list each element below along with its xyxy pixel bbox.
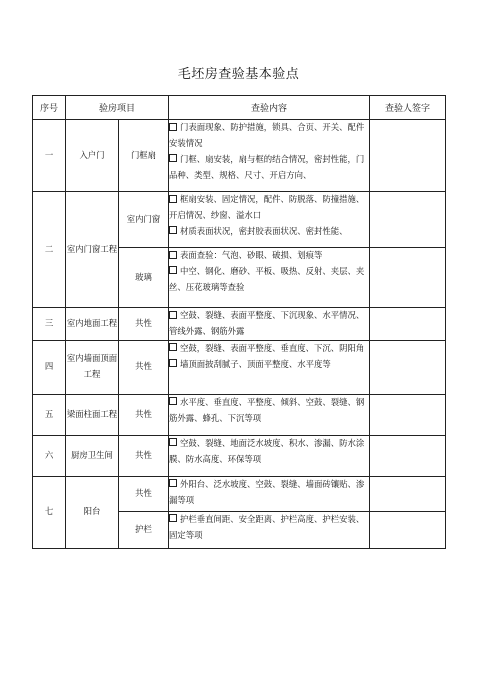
signature-cell[interactable] xyxy=(370,120,446,192)
signature-cell[interactable] xyxy=(370,248,446,308)
signature-cell[interactable] xyxy=(370,308,446,341)
sub-item-label: 门框扇 xyxy=(119,120,169,192)
sub-item-label: 玻璃 xyxy=(119,248,169,308)
checkbox-icon[interactable] xyxy=(169,479,177,487)
header-row xyxy=(33,96,446,120)
row-number: 五 xyxy=(33,394,66,435)
checkbox-icon[interactable] xyxy=(169,266,177,274)
check-item-text: 中空、钢化、磨砂、平板、吸热、反射、夹层、夹丝、压花玻璃等查验 xyxy=(169,265,365,292)
project-name: 厨房卫生间 xyxy=(66,435,119,476)
project-name: 室内地面工程 xyxy=(66,308,119,341)
check-item-text: 表面查验：气泡、砂眼、破损、划痕等 xyxy=(180,250,323,260)
check-item xyxy=(169,395,369,427)
check-item-text: 空鼓、裂缝、表面平整度、下沉现象、水平情况、管线外露、钢筋外露 xyxy=(169,310,365,336)
check-item xyxy=(169,248,369,264)
check-item-text: 护栏垂直间距、安全距离、护栏高度、护栏安装、固定等项 xyxy=(169,513,365,540)
check-item xyxy=(169,264,369,296)
inspection-table xyxy=(32,95,446,549)
project-name: 入户门 xyxy=(66,120,119,192)
check-item xyxy=(169,152,369,184)
check-item-text: 空鼓，裂缝、表面平整度、垂直度、下沉、阴阳角 xyxy=(180,342,365,353)
check-item xyxy=(169,512,369,544)
check-item xyxy=(169,224,369,240)
project-name: 室内墙面顶面工程 xyxy=(66,340,119,394)
sub-item-label: 共性 xyxy=(119,435,169,476)
header-item: 验房项目 xyxy=(66,96,169,120)
signature-cell[interactable] xyxy=(370,192,446,248)
checkbox-icon[interactable] xyxy=(169,359,177,367)
check-item-text: 外阳台、泛水坡度、空鼓、裂缝、墙面砖镶贴、渗漏等项 xyxy=(169,478,365,505)
table-row xyxy=(33,435,446,476)
check-item-text: 门表面现象、防护措施，锁具、合页、开关、配件安装情况 xyxy=(169,122,365,148)
check-item-text: 水平度、垂直度、平整度、倾斜、空鼓、裂缝、钢筋外露、蜂孔、下沉等项 xyxy=(169,396,365,423)
row-number: 六 xyxy=(33,435,66,476)
check-item-text: 空鼓、裂缝、地面泛水坡度、积水、渗漏、防水涂膜、防水高度、环保等项 xyxy=(169,437,365,464)
checkbox-icon[interactable] xyxy=(169,195,177,203)
checkbox-icon[interactable] xyxy=(169,251,177,259)
checkbox-icon[interactable] xyxy=(169,343,177,351)
table-row xyxy=(33,394,446,435)
project-name: 阳台 xyxy=(66,476,119,548)
check-content xyxy=(169,308,370,341)
check-content xyxy=(169,394,370,435)
check-item-text: 材质表面状况，密封胶表面状况、密封性能、 xyxy=(180,225,348,236)
sub-item-label: 室内门窗 xyxy=(119,192,169,248)
check-item xyxy=(169,308,369,340)
row-number: 七 xyxy=(33,476,66,548)
checkbox-icon[interactable] xyxy=(169,311,177,319)
check-item xyxy=(169,192,369,224)
check-item xyxy=(169,120,369,152)
check-item-text: 墙顶面披刮腻子、顶面平整度、水平度等 xyxy=(180,358,331,369)
checkbox-icon[interactable] xyxy=(169,226,177,234)
sub-item-label: 共性 xyxy=(119,476,169,511)
check-item xyxy=(169,477,369,509)
check-content xyxy=(169,476,370,511)
project-name: 梁面柱面工程 xyxy=(66,394,119,435)
signature-cell[interactable] xyxy=(370,511,446,548)
check-item xyxy=(169,341,369,357)
check-content xyxy=(169,248,370,308)
table-row xyxy=(33,476,446,511)
check-content xyxy=(169,511,370,548)
table-row xyxy=(33,308,446,341)
checkbox-icon[interactable] xyxy=(169,514,177,522)
signature-cell[interactable] xyxy=(370,435,446,476)
project-name: 室内门窗工程 xyxy=(66,192,119,308)
check-content xyxy=(169,120,370,192)
signature-cell[interactable] xyxy=(370,476,446,511)
header-content: 查验内容 xyxy=(169,96,370,120)
row-number: 二 xyxy=(33,192,66,308)
signature-cell[interactable] xyxy=(370,394,446,435)
table-row xyxy=(33,120,446,192)
check-item-text: 门框、扇安装，扇与框的结合情况，密封性能，门品种、类型、规格、尺寸、开启方向、 xyxy=(169,153,365,180)
table-row xyxy=(33,340,446,394)
checkbox-icon[interactable] xyxy=(169,438,177,446)
sub-item-label: 共性 xyxy=(119,308,169,341)
row-number: 三 xyxy=(33,308,66,341)
checkbox-icon[interactable] xyxy=(169,154,177,162)
sub-item-label: 护栏 xyxy=(119,511,169,548)
check-item-text: 框扇安装、固定情况，配件、防脱落、防撞措施、开启情况、纱窗、溢水口 xyxy=(169,194,365,220)
checkbox-icon[interactable] xyxy=(169,123,177,131)
check-item xyxy=(169,436,369,468)
check-content xyxy=(169,192,370,248)
signature-cell[interactable] xyxy=(370,340,446,394)
table-row xyxy=(33,192,446,248)
header-sign: 查验人签字 xyxy=(370,96,446,120)
sub-item-label: 共性 xyxy=(119,394,169,435)
header-no: 序号 xyxy=(33,96,66,120)
sub-item-label: 共性 xyxy=(119,340,169,394)
row-number: 一 xyxy=(33,120,66,192)
page-title: 毛坯房查验基本验点 xyxy=(177,67,300,82)
check-item xyxy=(169,357,369,373)
check-content xyxy=(169,340,370,394)
check-content xyxy=(169,435,370,476)
checkbox-icon[interactable] xyxy=(169,397,177,405)
row-number: 四 xyxy=(33,340,66,394)
